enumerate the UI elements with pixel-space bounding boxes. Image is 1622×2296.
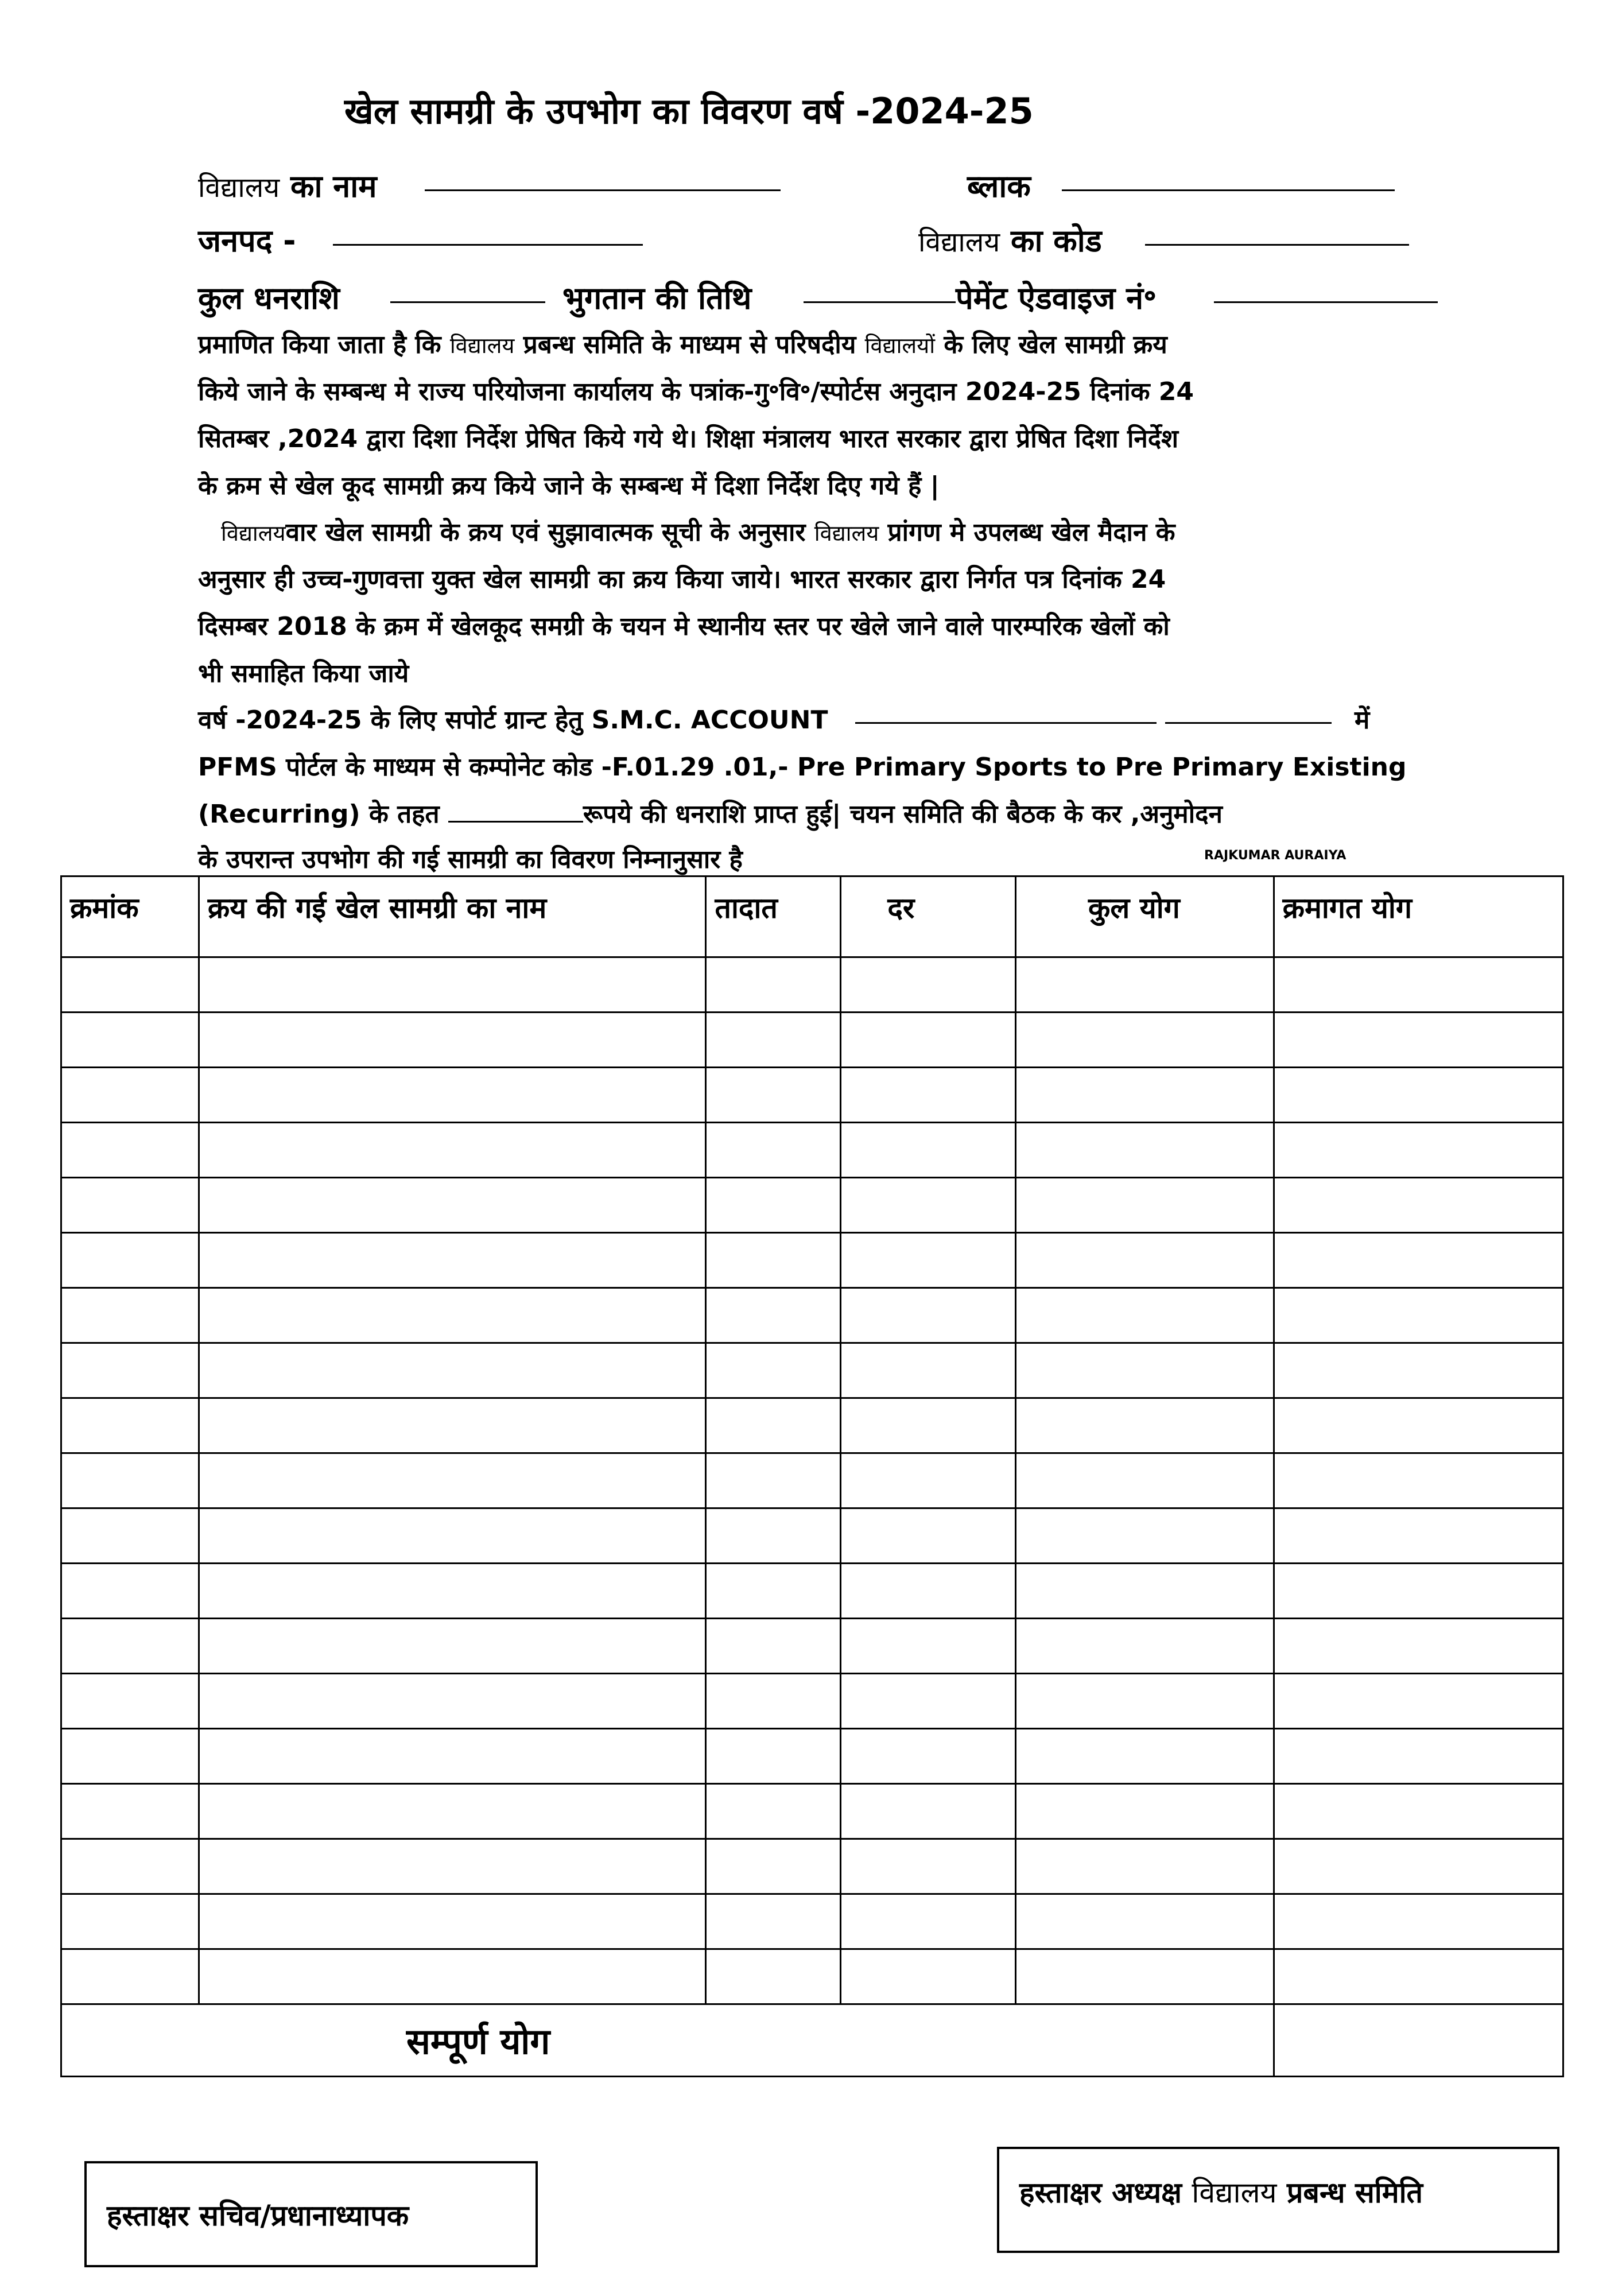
school-code-label — [918, 218, 1102, 261]
table-cell[interactable] — [199, 1674, 706, 1729]
table-cell[interactable] — [706, 1729, 841, 1784]
table-row — [61, 1674, 1563, 1729]
school-name-label — [198, 164, 377, 206]
table-cell[interactable] — [61, 1894, 199, 1949]
table-cell[interactable] — [1016, 1178, 1274, 1233]
para-text: विद्यालय — [449, 333, 515, 358]
table-row — [61, 1784, 1563, 1839]
table-cell[interactable] — [1016, 1398, 1274, 1453]
table-cell[interactable] — [1016, 1949, 1274, 2004]
para-text: रूपये की धनराशि प्राप्त हुई| चयन समिति की बैठक के कर ,अनुमोदन — [583, 800, 1223, 829]
table-cell[interactable] — [841, 1398, 1016, 1453]
table-cell[interactable] — [199, 1564, 706, 1619]
school-code-label-a: विद्यालय — [918, 226, 1000, 258]
table-cell[interactable] — [841, 1453, 1016, 1508]
table-cell[interactable] — [61, 1233, 199, 1288]
table-cell[interactable] — [1016, 1453, 1274, 1508]
col-cumulative: क्रमागत योग — [1274, 876, 1563, 957]
table-cell[interactable] — [1274, 1178, 1563, 1233]
table-cell[interactable] — [61, 1343, 199, 1398]
table-cell[interactable] — [199, 1068, 706, 1123]
total-amount-label: कुल धनराशि — [198, 280, 340, 316]
table-cell[interactable] — [199, 1013, 706, 1068]
table-cell[interactable] — [199, 1619, 706, 1674]
payment-advice-field[interactable] — [1214, 301, 1438, 303]
school-name-field[interactable] — [425, 189, 781, 191]
school-code-label-b: का कोड — [1000, 223, 1102, 259]
table-cell[interactable] — [61, 1398, 199, 1453]
school-code-field[interactable] — [1145, 244, 1409, 246]
table-row — [61, 1839, 1563, 1894]
sig-text: हस्ताक्षर अध्यक्ष — [1019, 2176, 1192, 2209]
paragraph-2-line-2: अनुसार ही उच्च-गुणवत्ता युक्त खेल सामग्री का क्रय किया जाये। भारत सरकार द्वारा निर्गत पत्र दिनांक 24 — [198, 565, 1166, 594]
table-cell[interactable] — [841, 1729, 1016, 1784]
table-cell[interactable] — [1274, 1398, 1563, 1453]
secretary-signature-label: हस्ताक्षर सचिव/प्रधानाध्यापक — [107, 2199, 409, 2232]
table-cell[interactable] — [199, 1288, 706, 1343]
grand-total-row — [61, 2004, 1563, 2077]
table-cell[interactable] — [61, 1068, 199, 1123]
district-label: जनपद - — [198, 223, 296, 259]
table-cell[interactable] — [1016, 1233, 1274, 1288]
table-header-row — [61, 876, 1563, 957]
table-cell[interactable] — [199, 1233, 706, 1288]
paragraph-3-line-3 — [198, 796, 1438, 830]
table-cell[interactable] — [61, 1013, 199, 1068]
table-cell[interactable] — [1016, 1564, 1274, 1619]
table-cell[interactable] — [706, 1398, 841, 1453]
table-cell[interactable] — [841, 1068, 1016, 1123]
table-cell[interactable] — [841, 1949, 1016, 2004]
table-cell[interactable] — [706, 1564, 841, 1619]
table-cell[interactable] — [1274, 1508, 1563, 1564]
table-cell[interactable] — [199, 1343, 706, 1398]
col-serial: क्रमांक — [61, 876, 199, 957]
table-row — [61, 1619, 1563, 1674]
table-body — [61, 957, 1563, 2004]
table-cell[interactable] — [1274, 1233, 1563, 1288]
table-cell[interactable] — [706, 1839, 841, 1894]
paragraph-2-line-4: भी समाहित किया जाये — [198, 659, 409, 688]
school-name-label-a: विद्यालय — [198, 172, 280, 204]
table-cell[interactable] — [199, 1839, 706, 1894]
table-cell[interactable] — [1016, 1894, 1274, 1949]
sig-text: प्रबन्ध समिति — [1276, 2176, 1423, 2209]
table-cell[interactable] — [841, 1288, 1016, 1343]
table-row — [61, 1343, 1563, 1398]
table-cell[interactable] — [1016, 1674, 1274, 1729]
paragraph-3-line-1-end: में — [1355, 705, 1370, 735]
table-cell[interactable] — [706, 1068, 841, 1123]
table-row — [61, 1013, 1563, 1068]
table-row — [61, 1564, 1563, 1619]
table-cell[interactable] — [841, 1233, 1016, 1288]
table-cell[interactable] — [706, 1178, 841, 1233]
table-cell[interactable] — [1016, 1013, 1274, 1068]
page-title: खेल सामग्री के उपभोग का विवरण वर्ष -2024-25 — [344, 90, 1034, 132]
paragraph-2-line-3: दिसम्बर 2018 के क्रम में खेलकूद समग्री के चयन मे स्थानीय स्तर पर खेले जाने वाले पारम्परिक खेलों को — [198, 612, 1170, 641]
table-cell[interactable] — [1016, 1508, 1274, 1564]
table-cell[interactable] — [61, 1619, 199, 1674]
table-cell[interactable] — [1274, 1564, 1563, 1619]
table-cell[interactable] — [706, 1233, 841, 1288]
table-cell[interactable] — [706, 1894, 841, 1949]
table-cell[interactable] — [61, 1178, 199, 1233]
col-rate: दर — [841, 876, 1016, 957]
table-cell[interactable] — [199, 957, 706, 1013]
table-cell[interactable] — [1274, 1453, 1563, 1508]
table-cell[interactable] — [841, 1013, 1016, 1068]
table-cell[interactable] — [1274, 1784, 1563, 1839]
table-row — [61, 1729, 1563, 1784]
payment-advice-label: पेमेंट ऐडवाइज नं॰ — [956, 280, 1157, 316]
table-row — [61, 1398, 1563, 1453]
table-cell[interactable] — [706, 1508, 841, 1564]
table-cell[interactable] — [1016, 1839, 1274, 1894]
table-cell[interactable] — [1274, 1068, 1563, 1123]
smc-account-field[interactable] — [855, 722, 1157, 724]
smc-account-field-2[interactable] — [1165, 722, 1332, 724]
table-cell[interactable] — [61, 1508, 199, 1564]
table-cell[interactable] — [61, 957, 199, 1013]
table-cell[interactable] — [199, 1453, 706, 1508]
chairman-signature-box — [997, 2147, 1559, 2253]
table-cell[interactable] — [706, 957, 841, 1013]
table-cell[interactable] — [841, 1564, 1016, 1619]
table-cell[interactable] — [841, 1178, 1016, 1233]
para-text: प्रमाणित किया जाता है कि — [198, 330, 450, 359]
payment-date-field[interactable] — [804, 301, 956, 303]
table-cell[interactable] — [841, 1619, 1016, 1674]
table-row — [61, 1453, 1563, 1508]
table-cell[interactable] — [199, 1178, 706, 1233]
col-item-name: क्रय की गई खेल सामग्री का नाम — [199, 876, 706, 957]
secretary-signature-box — [84, 2161, 538, 2267]
table-cell[interactable] — [1274, 1729, 1563, 1784]
para-text: के लिए खेल सामग्री क्रय — [935, 330, 1167, 359]
table-row — [61, 1949, 1563, 2004]
para-text: वार खेल सामग्री के क्रय एवं सुझावात्मक सूची के अनुसार — [285, 518, 814, 547]
paragraph-1-line-4: के क्रम से खेल कूद सामग्री क्रय किये जाने के सम्बन्ध में दिशा निर्देश दिए गये हैं | — [198, 471, 940, 501]
paragraph-3-line-4: के उपरान्त उपभोग की गई सामग्री का विवरण निम्नानुसार है — [198, 845, 743, 874]
table-cell[interactable] — [706, 1013, 841, 1068]
table-cell[interactable] — [61, 1123, 199, 1178]
table-cell[interactable] — [61, 1564, 199, 1619]
table-cell[interactable] — [199, 1894, 706, 1949]
para-text: विद्यालय — [814, 521, 879, 546]
table-cell[interactable] — [199, 1949, 706, 2004]
paragraph-3-line-1: वर्ष -2024-25 के लिए सपोर्ट ग्रान्ट हेतु S.M.C. ACCOUNT — [198, 705, 828, 735]
table-cell[interactable] — [1016, 957, 1274, 1013]
table-cell[interactable] — [706, 1949, 841, 2004]
table-cell[interactable] — [199, 1398, 706, 1453]
table-cell[interactable] — [706, 1343, 841, 1398]
paragraph-1-line-2: किये जाने के सम्बन्ध मे राज्य परियोजना कार्यालय के पत्रांक-गु॰वि॰/स्पोर्टस अनुदान 2024-25 दिनांक 24 — [198, 377, 1194, 406]
table-cell[interactable] — [61, 1288, 199, 1343]
table-cell[interactable] — [61, 1784, 199, 1839]
received-amount-field[interactable] — [448, 821, 583, 823]
table-cell[interactable] — [1274, 1123, 1563, 1178]
table-cell[interactable] — [706, 1288, 841, 1343]
district-field[interactable] — [333, 244, 643, 246]
table-cell[interactable] — [841, 1784, 1016, 1839]
grand-total-cell[interactable] — [1274, 2004, 1563, 2077]
table-cell[interactable] — [841, 1508, 1016, 1564]
table-cell[interactable] — [706, 1123, 841, 1178]
table-cell[interactable] — [199, 1123, 706, 1178]
table-cell[interactable] — [841, 957, 1016, 1013]
table-cell[interactable] — [1274, 1674, 1563, 1729]
school-name-label-b: का नाम — [280, 168, 377, 204]
table-cell[interactable] — [1016, 1288, 1274, 1343]
table-cell[interactable] — [706, 1784, 841, 1839]
table-cell[interactable] — [61, 1453, 199, 1508]
table-cell[interactable] — [1016, 1068, 1274, 1123]
table-cell[interactable] — [61, 1674, 199, 1729]
table-cell[interactable] — [61, 1839, 199, 1894]
table-cell[interactable] — [1016, 1619, 1274, 1674]
table-cell[interactable] — [1274, 1619, 1563, 1674]
paragraph-1-line-3: सितम्बर ,2024 द्वारा दिशा निर्देश प्रेषित किये गये थे। शिक्षा मंत्रालय भारत सरकार द्वारा प्रेषित दिशा निर्देश — [198, 424, 1179, 453]
table-cell[interactable] — [706, 1674, 841, 1729]
total-amount-field[interactable] — [390, 301, 545, 303]
table-cell[interactable] — [706, 1619, 841, 1674]
table-cell[interactable] — [841, 1123, 1016, 1178]
table-cell[interactable] — [1274, 1949, 1563, 2004]
block-label: ब्लाक — [967, 168, 1031, 204]
table-cell[interactable] — [841, 1894, 1016, 1949]
table-row — [61, 1233, 1563, 1288]
table-cell[interactable] — [1016, 1123, 1274, 1178]
block-field[interactable] — [1062, 189, 1395, 191]
table-cell[interactable] — [1016, 1729, 1274, 1784]
table-cell[interactable] — [1274, 957, 1563, 1013]
payment-date-label: भुगतान की तिथि — [562, 280, 752, 316]
table-cell[interactable] — [199, 1729, 706, 1784]
paragraph-2-line-1 — [221, 514, 1461, 548]
items-table — [60, 875, 1564, 2077]
table-cell[interactable] — [1274, 1288, 1563, 1343]
table-cell[interactable] — [61, 1949, 199, 2004]
grand-total-label: सम्पूर्ण योग — [61, 2004, 1274, 2077]
paragraph-1-line-1 — [198, 326, 1438, 360]
para-text: प्रबन्ध समिति के माध्यम से परिषदीय — [514, 330, 865, 359]
table-cell[interactable] — [1274, 1839, 1563, 1894]
table-cell[interactable] — [706, 1453, 841, 1508]
table-cell[interactable] — [199, 1784, 706, 1839]
chairman-signature-label — [1019, 2176, 1423, 2209]
table-cell[interactable] — [1274, 1013, 1563, 1068]
table-row — [61, 1068, 1563, 1123]
table-cell[interactable] — [841, 1839, 1016, 1894]
table-cell[interactable] — [1016, 1784, 1274, 1839]
table-row — [61, 1288, 1563, 1343]
table-cell[interactable] — [61, 1729, 199, 1784]
table-cell[interactable] — [841, 1343, 1016, 1398]
col-quantity: तादात — [706, 876, 841, 957]
table-row — [61, 1508, 1563, 1564]
table-cell[interactable] — [1274, 1894, 1563, 1949]
table-row — [61, 1178, 1563, 1233]
para-text: (Recurring) के तहत — [198, 800, 448, 829]
table-row — [61, 1894, 1563, 1949]
col-total: कुल योग — [1016, 876, 1274, 957]
para-text: विद्यालय — [221, 521, 286, 546]
table-cell[interactable] — [1274, 1343, 1563, 1398]
paragraph-3-line-2: PFMS पोर्टल के माध्यम से कम्पोनेट कोड -F.01.29 .01,- Pre Primary Sports to Pre Primary Existing — [198, 753, 1407, 782]
para-text: विद्यालयों — [864, 333, 936, 358]
table-row — [61, 957, 1563, 1013]
table-cell[interactable] — [841, 1674, 1016, 1729]
sig-text: विद्यालय — [1192, 2176, 1277, 2209]
table-row — [61, 1123, 1563, 1178]
para-text: प्रांगण मे उपलब्ध खेल मैदान के — [879, 518, 1175, 547]
table-cell[interactable] — [199, 1508, 706, 1564]
credit-text: RAJKUMAR AURAIYA — [1204, 848, 1347, 863]
table-cell[interactable] — [1016, 1343, 1274, 1398]
